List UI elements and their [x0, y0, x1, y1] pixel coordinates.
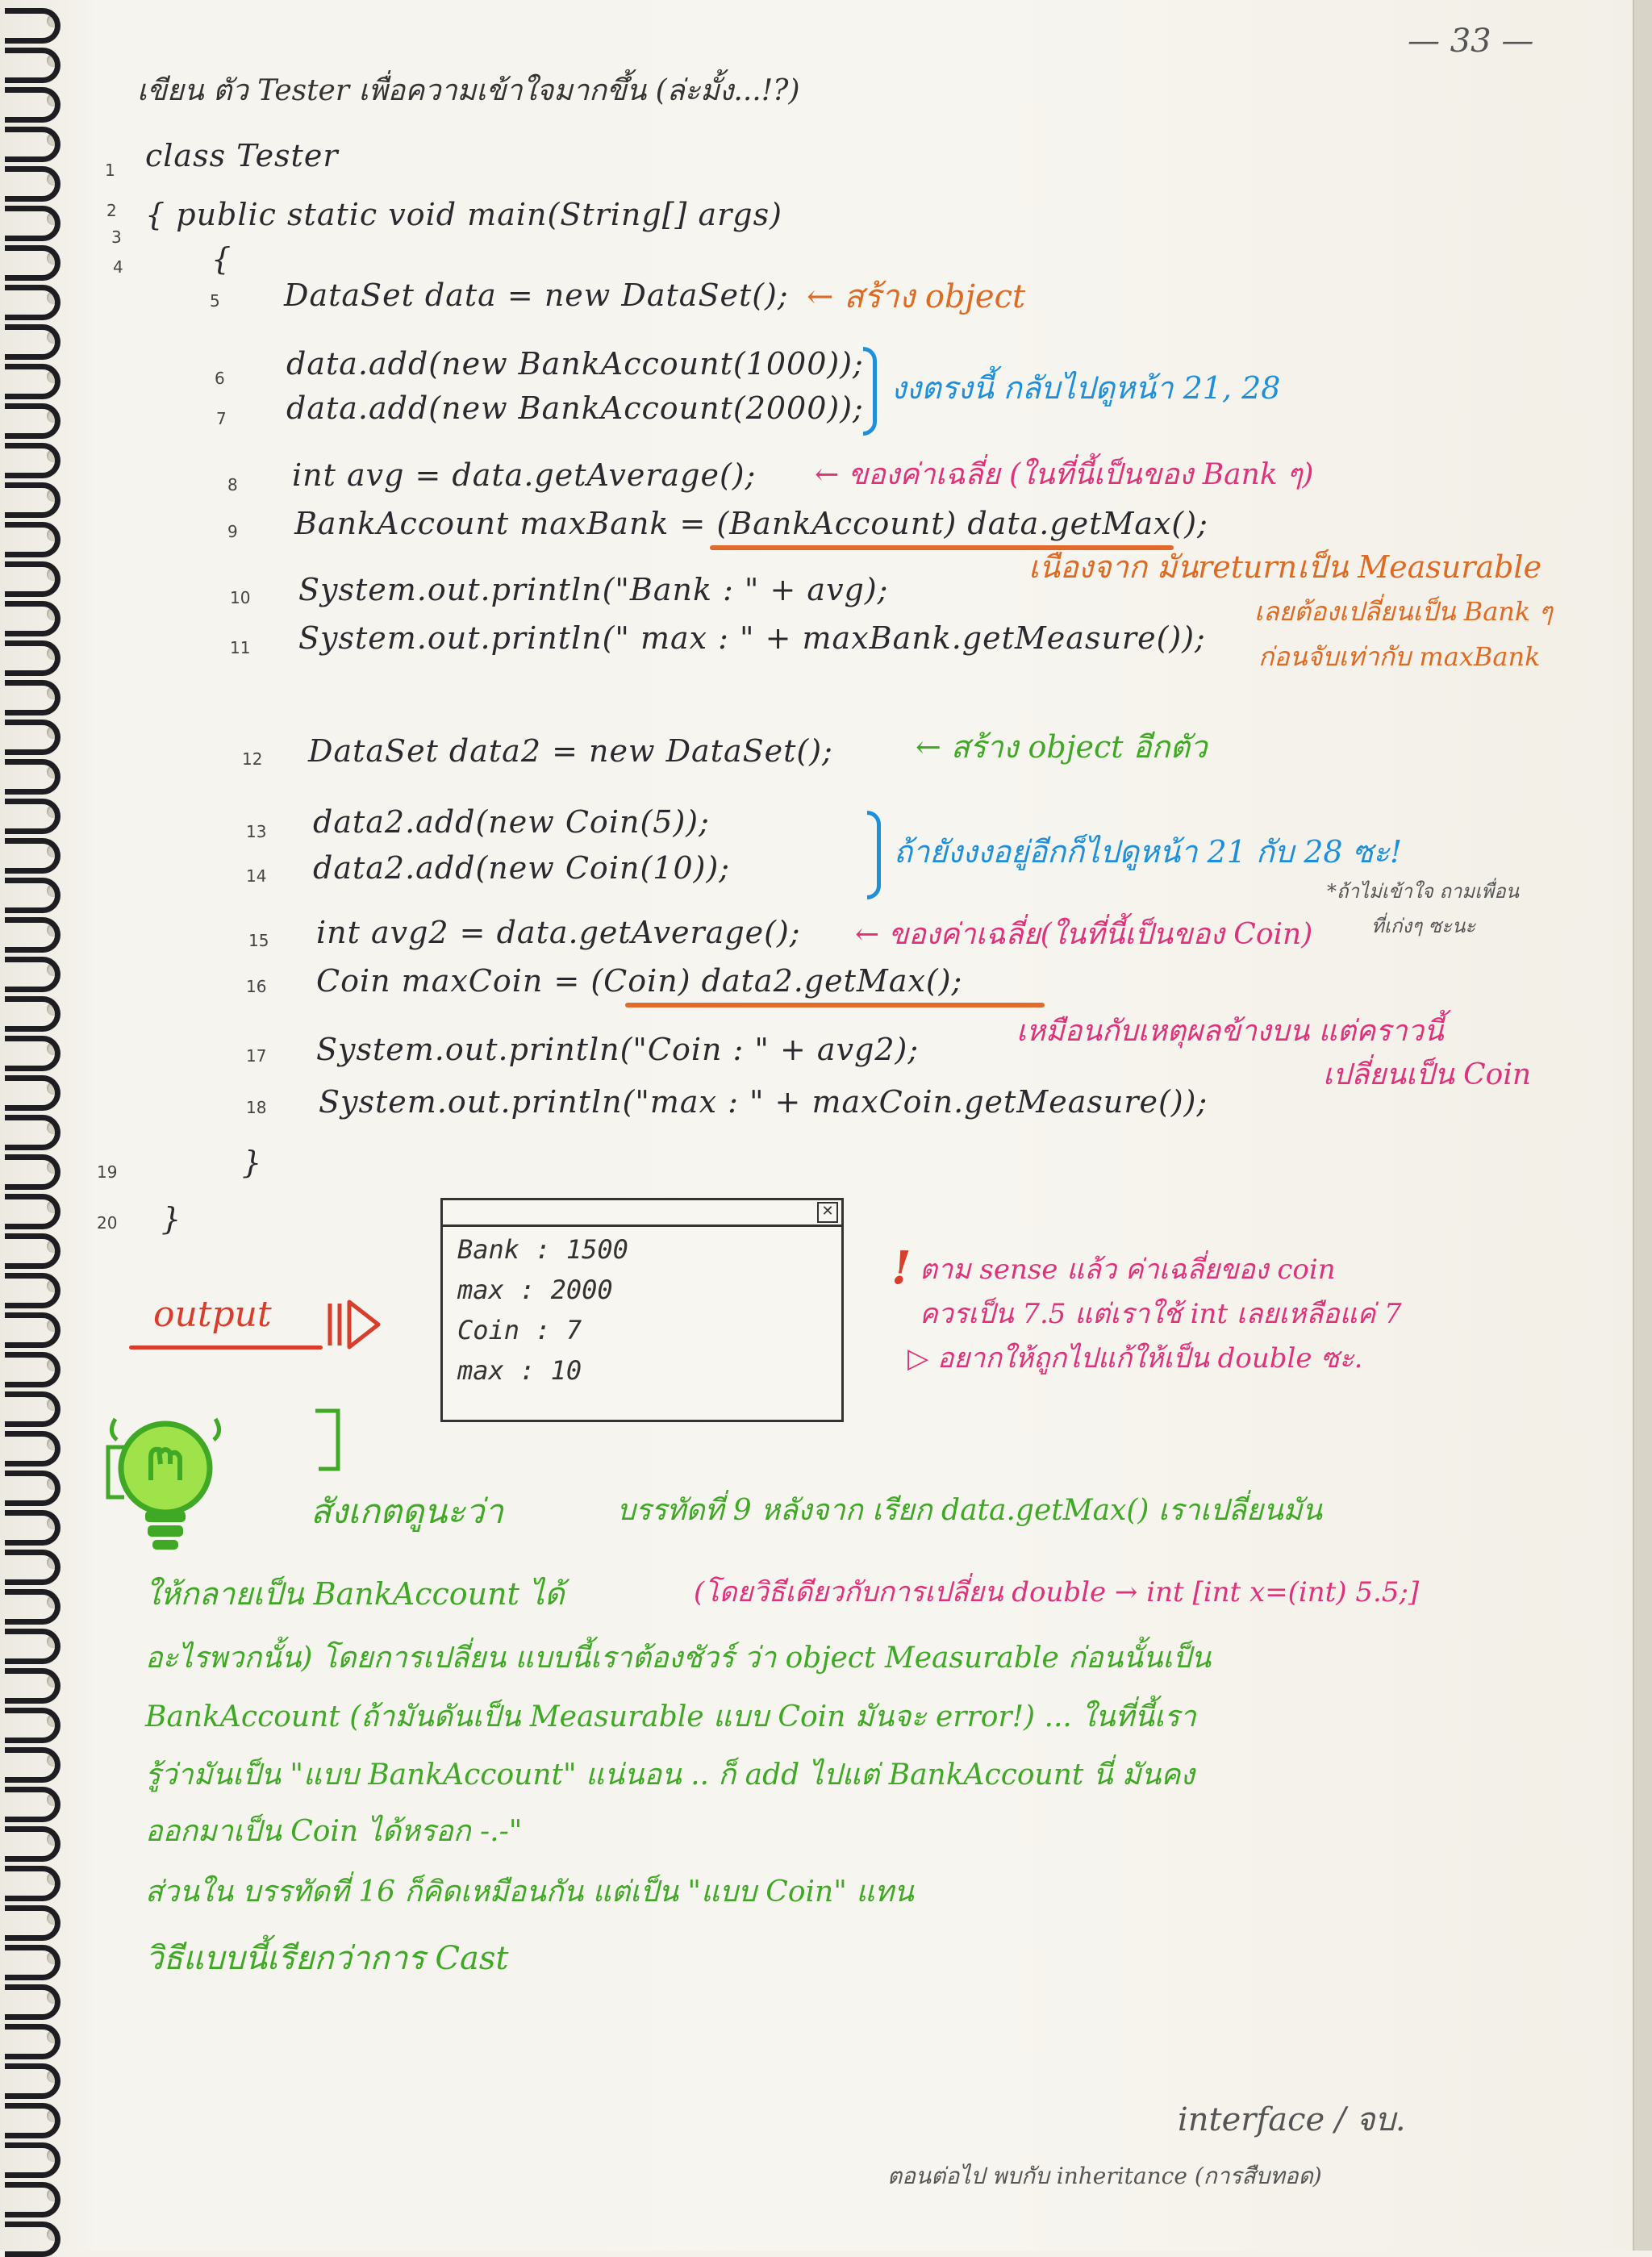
- code-line: { public static void main(String[] args): [145, 197, 782, 232]
- output-line: Bank : 1500: [457, 1234, 628, 1265]
- page-edge: [1633, 0, 1652, 2251]
- spiral-ring: [5, 2142, 60, 2178]
- spiral-ring: [5, 1668, 60, 1704]
- spiral-ring: [5, 48, 60, 83]
- note-avg-coin: ← ของค่าเฉลี่ย(ในที่นี้เป็นของ Coin): [855, 918, 1313, 951]
- spiral-ring: [5, 1826, 60, 1862]
- line-number: 4: [113, 257, 123, 277]
- warning-line-1: ตาม sense แล้ว ค่าเฉลี่ยของ coin: [920, 1254, 1336, 1286]
- bracket-left-icon: [103, 1444, 127, 1500]
- spiral-ring: [5, 1747, 60, 1783]
- spiral-ring: [5, 2103, 60, 2138]
- spiral-ring: [5, 245, 60, 281]
- spiral-ring: [5, 640, 60, 676]
- spiral-ring: [5, 601, 60, 636]
- spiral-ring: [5, 1984, 60, 2020]
- warning-line-2: ควรเป็น 7.5 แต่เราใช้ int เลยเหลือแค่ 7: [920, 1298, 1402, 1330]
- note-ask-friend-2: ที่เก่งๆ ซะนะ: [1371, 915, 1476, 937]
- spiral-ring: [5, 1273, 60, 1308]
- output-line: Coin : 7: [457, 1315, 582, 1345]
- spiral-ring: [5, 996, 60, 1032]
- brace-lines-13-14: [867, 811, 881, 899]
- spiral-ring: [5, 2222, 60, 2257]
- code-line: data.add(new BankAccount(2000));: [286, 390, 864, 426]
- spiral-ring: [5, 364, 60, 399]
- output-window: [440, 1198, 844, 1422]
- warning-mark: !: [891, 1241, 912, 1295]
- code-line: System.out.println("Coin : " + avg2);: [316, 1032, 920, 1067]
- note-cast-reason-2: เลยต้องเปลี่ยนเป็น Bank ๆ: [1254, 596, 1553, 627]
- spiral-ring: [5, 1471, 60, 1506]
- code-line: }: [242, 1145, 263, 1180]
- note-create-object: ← สร้าง object: [807, 278, 1026, 315]
- note-see-page-2: ถ้ายังงงอยู่อีกก็ไปดูหน้า 21 กับ 28 ซะ!: [894, 834, 1403, 870]
- footer-next: ตอนต่อไป พบกับ inheritance (การสืบทอด): [887, 2163, 1322, 2189]
- line-number: 17: [246, 1046, 267, 1066]
- code-line: DataSet data = new DataSet();: [284, 277, 789, 313]
- spiral-ring: [5, 1391, 60, 1427]
- spiral-ring: [5, 1787, 60, 1822]
- spiral-ring: [5, 1115, 60, 1150]
- spiral-ring: [5, 1629, 60, 1664]
- code-line: System.out.println("Bank : " + avg);: [298, 572, 889, 607]
- note-create-object-2: ← สร้าง object อีกตัว: [916, 729, 1208, 765]
- output-window-titlebar: [443, 1200, 841, 1227]
- brace-lines-6-7: [863, 347, 877, 436]
- observation-line-8: วิธีแบบนี้เรียกว่าการ Cast: [145, 1940, 509, 1977]
- spiral-ring: [5, 2063, 60, 2099]
- line-number: 13: [246, 822, 267, 841]
- note-cast-reason-1: เนื่องจาก มันreturnเป็น Measurable: [1028, 549, 1542, 585]
- line-number: 19: [97, 1162, 118, 1182]
- line-number: 18: [246, 1098, 267, 1117]
- spiral-ring: [5, 1233, 60, 1269]
- observation-lead: สังเกตดูนะว่า: [311, 1491, 503, 1531]
- line-number: 5: [210, 291, 220, 311]
- code-line: BankAccount maxBank = (BankAccount) data.getMax();: [294, 506, 1208, 541]
- code-line: class Tester: [145, 138, 339, 173]
- spiral-ring: [5, 1866, 60, 1901]
- spiral-ring: [5, 206, 60, 241]
- spiral-ring: [5, 403, 60, 439]
- close-icon: ✕: [817, 1202, 838, 1223]
- code-line: int avg = data.getAverage();: [292, 457, 757, 493]
- spiral-ring: [5, 2024, 60, 2059]
- spiral-ring: [5, 720, 60, 755]
- spiral-ring: [5, 799, 60, 834]
- line-number: 9: [227, 522, 238, 541]
- line-number: 12: [242, 749, 263, 769]
- line-number: 1: [105, 161, 115, 180]
- line-number: 8: [227, 475, 238, 494]
- observation-line-2a: ให้กลายเป็น BankAccount ได้: [145, 1576, 565, 1612]
- code-line: {: [211, 241, 232, 277]
- spiral-ring: [5, 838, 60, 874]
- spiral-ring: [5, 1589, 60, 1625]
- spiral-ring: [5, 561, 60, 597]
- output-arrow-icon: [327, 1299, 383, 1350]
- spiral-ring: [5, 1352, 60, 1387]
- output-line: max : 2000: [457, 1275, 613, 1305]
- line-number: 15: [248, 931, 269, 950]
- spiral-ring: [5, 1550, 60, 1585]
- code-line: data2.add(new Coin(5));: [313, 804, 710, 840]
- spiral-ring: [5, 2182, 60, 2217]
- spiral-binding: [0, 0, 73, 2251]
- intro-text: เขียน ตัว Tester เพื่อความเข้าใจมากขึ้น (ล่ะมั้ง...!?): [137, 74, 800, 107]
- spiral-ring: [5, 1905, 60, 1941]
- observation-line-1: บรรทัดที่ 9 หลังจาก เรียก data.getMax() เราเปลี่ยนมัน: [617, 1494, 1323, 1527]
- note-same-reason-1: เหมือนกับเหตุผลข้างบน แต่คราวนี้: [1016, 1015, 1444, 1048]
- spiral-ring: [5, 680, 60, 715]
- spiral-ring: [5, 1036, 60, 1071]
- line-number: 16: [246, 977, 267, 996]
- page-number: — 33 —: [1408, 23, 1534, 60]
- spiral-ring: [5, 482, 60, 518]
- note-avg-bank: ← ของค่าเฉลี่ย (ในที่นี้เป็นของ Bank ๆ): [815, 458, 1314, 491]
- spiral-ring: [5, 1312, 60, 1348]
- observation-line-7: ส่วนใน บรรทัดที่ 16 ก็คิดเหมือนกัน แต่เป็น "แบบ Coin" แทน: [145, 1875, 914, 1909]
- bracket-right-icon: [311, 1408, 343, 1472]
- observation-line-3: อะไรพวกนั้น) โดยการเปลี่ยน แบบนี้เราต้องชัวร์ ว่า object Measurable ก่อนนั้นเป็น: [145, 1642, 1212, 1675]
- note-cast-reason-3: ก่อนจับเท่ากับ maxBank: [1258, 641, 1541, 672]
- code-line: data.add(new BankAccount(1000));: [286, 346, 864, 382]
- spiral-ring: [5, 759, 60, 795]
- spiral-ring: [5, 957, 60, 992]
- line-number: 10: [230, 588, 251, 607]
- observation-line-5: รู้ว่ามันเป็น "แบบ BankAccount" แน่นอน .. ก็ add ไปแต่ BankAccount นี่ มันคง: [145, 1758, 1195, 1792]
- line-number: 2: [106, 201, 117, 220]
- line-number: 20: [97, 1213, 118, 1233]
- line-number: 11: [230, 638, 251, 657]
- spiral-ring: [5, 127, 60, 162]
- note-see-page-1: งงตรงนี้ กลับไปดูหน้า 21, 28: [891, 370, 1281, 406]
- underline-cast-coin: [625, 1003, 1045, 1008]
- code-line: }: [161, 1201, 182, 1237]
- spiral-ring: [5, 8, 60, 44]
- note-ask-friend-1: *ถ้าไม่เข้าใจ ถามเพื่อน: [1327, 880, 1520, 903]
- footer-end: interface / จบ.: [1178, 2101, 1406, 2138]
- line-number: 3: [111, 227, 122, 247]
- warning-line-3: ▷ อยากให้ถูกไปแก้ให้เป็น double ซะ.: [907, 1342, 1363, 1375]
- spiral-ring: [5, 1075, 60, 1111]
- spiral-ring: [5, 285, 60, 320]
- code-line: System.out.println("max : " + maxCoin.getMeasure());: [319, 1084, 1208, 1120]
- observation-line-4: BankAccount (ถ้ามันดันเป็น Measurable แบบ Coin มันจะ error!) ... ในที่นี้เรา: [145, 1700, 1196, 1733]
- line-number: 6: [215, 369, 225, 388]
- spiral-ring: [5, 1431, 60, 1466]
- spiral-ring: [5, 1510, 60, 1546]
- line-number: 7: [216, 409, 227, 428]
- line-number: 14: [246, 866, 267, 886]
- spiral-ring: [5, 878, 60, 913]
- output-underline: [129, 1345, 323, 1350]
- spiral-ring: [5, 522, 60, 557]
- observation-line-6: ออกมาเป็น Coin ได้หรอก -.-": [145, 1815, 523, 1848]
- code-line: DataSet data2 = new DataSet();: [308, 733, 833, 769]
- spiral-ring: [5, 443, 60, 478]
- page-number-value: 33: [1450, 23, 1491, 60]
- output-line: max : 10: [457, 1355, 582, 1386]
- observation-line-2b: (โดยวิธีเดียวกับการเปลี่ยน double → int [int x=(int) 5.5;]: [694, 1576, 1420, 1608]
- note-same-reason-2: เปลี่ยนเป็น Coin: [1323, 1058, 1532, 1091]
- spiral-ring: [5, 1945, 60, 1980]
- spiral-ring: [5, 324, 60, 360]
- spiral-ring: [5, 166, 60, 202]
- spiral-ring: [5, 1154, 60, 1190]
- code-line: System.out.println(" max : " + maxBank.getMeasure());: [298, 620, 1206, 656]
- code-line: int avg2 = data.getAverage();: [316, 915, 801, 950]
- code-line: Coin maxCoin = (Coin) data2.getMax();: [316, 963, 963, 999]
- output-label: output: [153, 1294, 272, 1335]
- spiral-ring: [5, 917, 60, 953]
- spiral-ring: [5, 87, 60, 123]
- spiral-ring: [5, 1708, 60, 1743]
- code-line: data2.add(new Coin(10));: [313, 850, 731, 886]
- spiral-ring: [5, 1194, 60, 1229]
